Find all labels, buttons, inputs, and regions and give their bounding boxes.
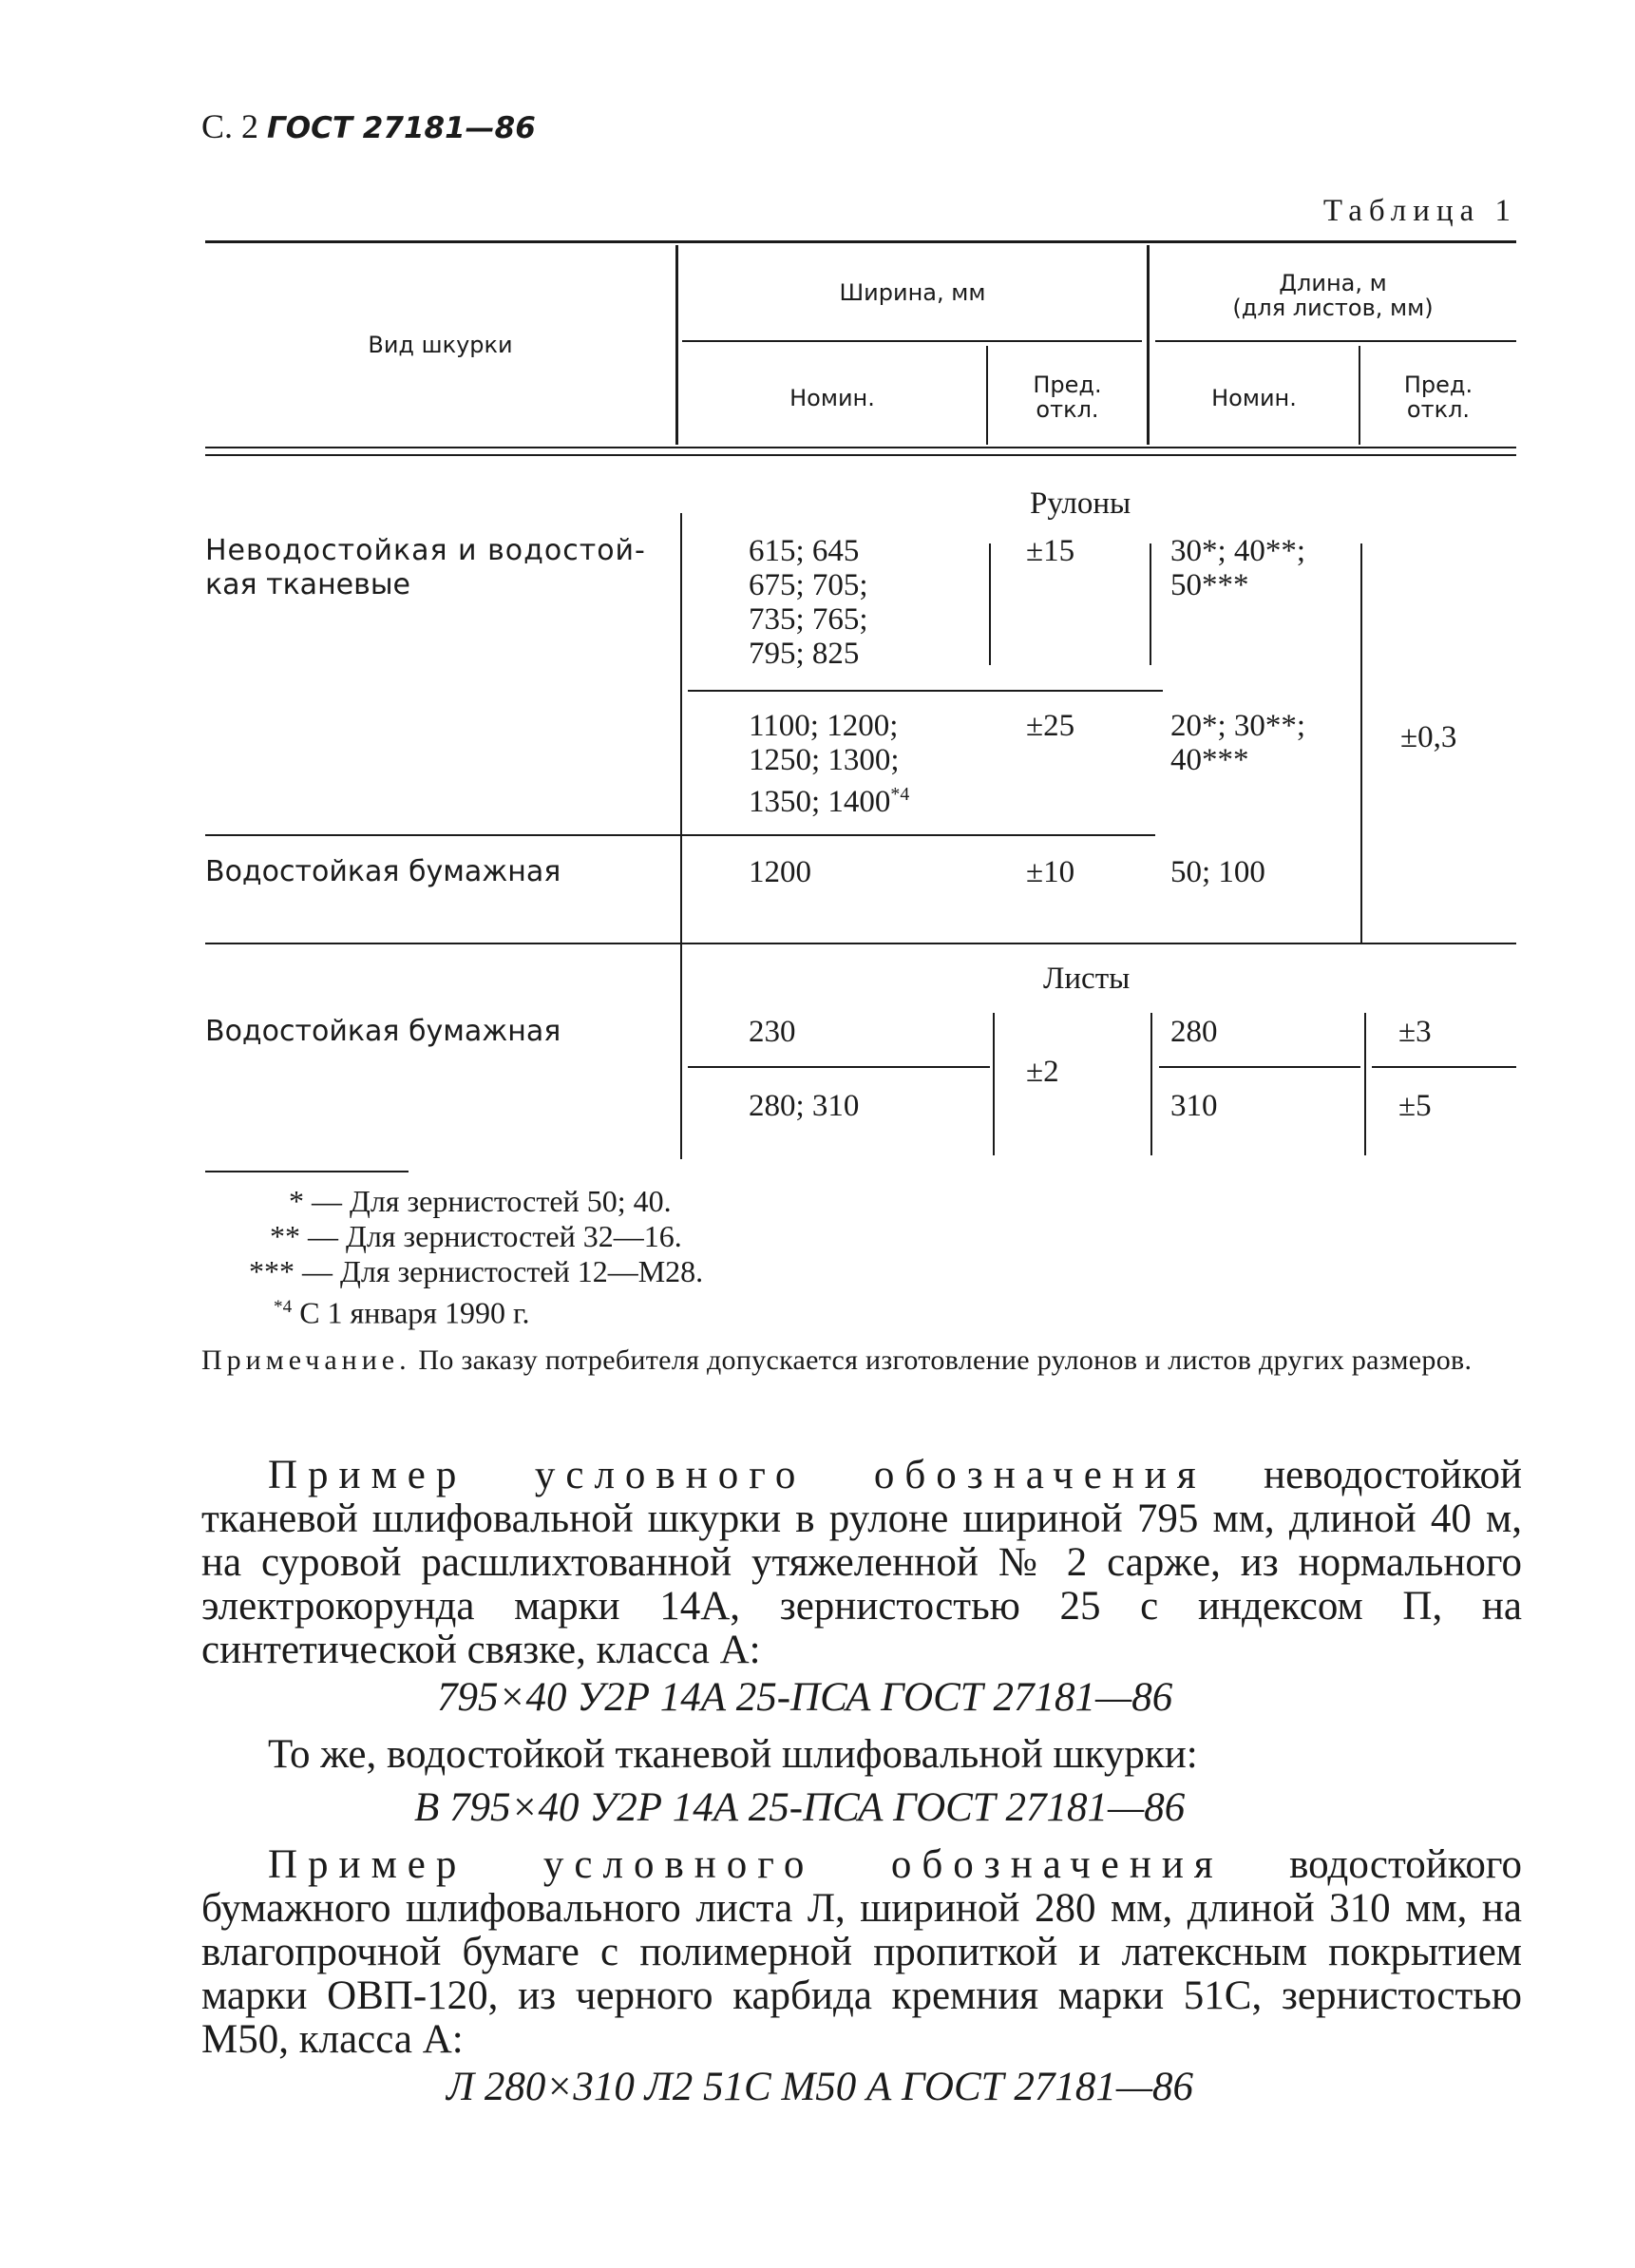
table-top-rule	[205, 240, 1516, 243]
s-row-rule-b	[1159, 1066, 1360, 1068]
header-type: Вид шкурки	[368, 332, 513, 358]
footnote-rule	[205, 1171, 409, 1172]
header-width: Ширина, мм	[839, 279, 986, 306]
example-1-code: 795×40 У2Р 14А 25-ПСА ГОСТ 27181—86	[437, 1675, 1173, 1720]
rolls-ldev-divider	[1360, 543, 1362, 943]
page-header	[201, 106, 536, 146]
r2-width: 1100; 1200; 1250; 1300; 1350; 1400$^{*4}$	[749, 709, 910, 819]
s2-width: 280; 310	[749, 1089, 860, 1123]
example-3-code: Л 280×310 Л2 51С М50 А ГОСТ 27181—86	[447, 2065, 1194, 2109]
width-subheader-rule	[682, 340, 1142, 342]
r3-type: Водостойкая бумажная	[205, 855, 561, 888]
s2-length: 310	[1170, 1089, 1218, 1123]
s-divider-a	[993, 1013, 995, 1155]
section-rolls: Рулоны	[1030, 486, 1131, 521]
table-header-rule-1	[205, 447, 1516, 448]
footnote-3: *** — Для зернистостей 12—М28.	[249, 1254, 704, 1288]
sheets-top-rule	[205, 943, 1516, 944]
header-length: Длина, м (для листов, мм)	[1232, 270, 1434, 321]
table-header-rule-2	[205, 454, 1516, 456]
example-1-paragraph: Пример условного обозначения неводостойкой тканевой шлифовальной шкурки в рулоне шириной 795 мм, длиной 40 м, на суровой расшлихтованной утяжеленной № 2 саржe, из нормального электрокорунда марки 14А, зернистостью 25 с индексом П, на синтетической связке, класса А:	[201, 1453, 1522, 1672]
section-sheets: Листы	[1043, 962, 1131, 996]
standard-number: ГОСТ 27181—86	[267, 111, 536, 145]
r3-top-rule	[205, 834, 1155, 836]
s1-length-dev: ±3	[1398, 1015, 1432, 1049]
page-number: С. 2	[201, 107, 259, 145]
r1-divider-b	[1150, 543, 1151, 665]
header-length-dev: Пред. откл.	[1403, 372, 1473, 423]
footnote-4: $^{*4}$ С 1 января 1990 г.	[274, 1295, 530, 1330]
r1-type: Неводостойкая и водостой- кая тканевые	[205, 534, 646, 601]
r1-divider-a	[989, 543, 991, 665]
s-width-dev: ±2	[1026, 1055, 1059, 1089]
example-2-paragraph: То же, водостойкой тканевой шлифовальной шкурки:	[268, 1732, 1198, 1777]
s-divider-b	[1150, 1013, 1152, 1155]
table-caption: Таблица 1	[1322, 194, 1517, 228]
example-3-paragraph: Пример условного обозначения водостойкого бумажного шлифовального листа Л, шириной 280 мм, длиной 310 мм, на влагопрочной бумаге с полимерной пропиткой и латексным покрытием марки ОВП-120, из черного карбида кремния марки 51С, зернистостью М50, класса А:	[201, 1842, 1522, 2062]
s1-width: 230	[749, 1015, 796, 1049]
rolls-length-dev: ±0,3	[1400, 720, 1457, 754]
r1-length: 30*; 40**; 50***	[1170, 534, 1306, 602]
r3-length: 50; 100	[1170, 855, 1265, 889]
s1-length: 280	[1170, 1015, 1218, 1049]
r1-width: 615; 645 675; 705; 735; 765; 795; 825	[749, 534, 868, 671]
r2-width-dev: ±25	[1026, 709, 1075, 743]
footnote-1: * — Для зернистостей 50; 40.	[289, 1184, 672, 1218]
table-note: Примечание. По заказу потребителя допускается изготовление рулонов и листов других размеров.	[201, 1344, 1473, 1376]
length-subheader-rule	[1155, 340, 1516, 342]
s-row-rule-c	[1372, 1066, 1516, 1068]
body-col-divider	[680, 513, 682, 1159]
header-width-dev: Пред. откл.	[1033, 372, 1102, 423]
footnote-2: ** — Для зернистостей 32—16.	[270, 1219, 682, 1253]
example-2-code: В 795×40 У2Р 14А 25-ПСА ГОСТ 27181—86	[414, 1785, 1186, 1830]
s2-length-dev: ±5	[1398, 1089, 1432, 1123]
s-type: Водостойкая бумажная	[205, 1015, 561, 1048]
r3-width: 1200	[749, 855, 811, 889]
r2-length: 20*; 30**; 40***	[1170, 709, 1306, 777]
header-width-nom: Номин.	[789, 385, 875, 411]
r3-width-dev: ±10	[1026, 855, 1075, 889]
s-row-rule-a	[688, 1066, 990, 1068]
r1-width-dev: ±15	[1026, 534, 1075, 568]
s-divider-c	[1364, 1013, 1366, 1155]
r2-top-rule	[688, 690, 1163, 692]
header-length-nom: Номин.	[1211, 385, 1297, 411]
col-divider-type	[675, 245, 678, 445]
